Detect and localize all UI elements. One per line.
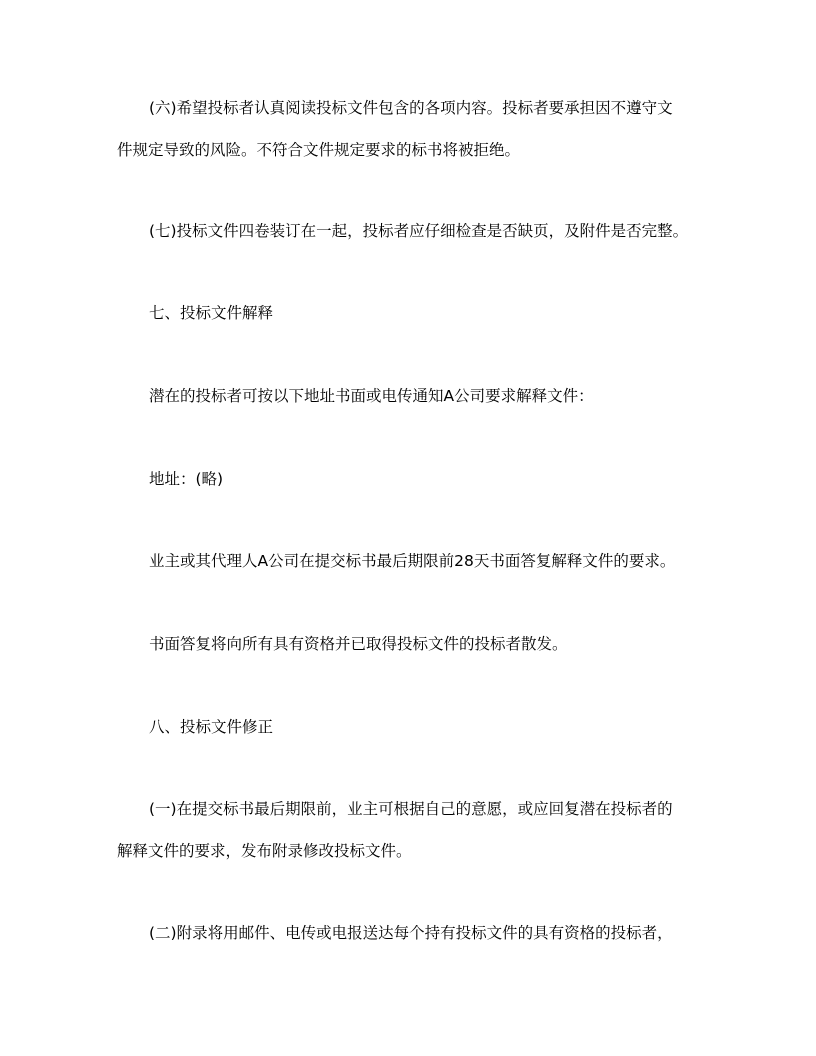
paragraph-6-line-2: 件规定导致的风险。不符合文件规定要求的标书将被拒绝。 <box>117 141 521 159</box>
section-8-heading: 八、投标文件修正 <box>149 718 274 736</box>
notify-paragraph: 潜在的投标者可按以下地址书面或电传通知A公司要求解释文件： <box>149 387 594 405</box>
distribute-paragraph: 书面答复将向所有具有资格并已取得投标文件的投标者散发。 <box>149 635 568 653</box>
paragraph-6-line-1: (六)希望投标者认真阅读投标文件包含的各项内容。投标者要承担因不遵守文 <box>149 99 673 117</box>
section-7-heading: 七、投标文件解释 <box>149 304 274 322</box>
paragraph-8-1-line-1: (一)在提交标书最后期限前，业主可根据自己的意愿，或应回复潜在投标者的 <box>149 800 673 818</box>
reply-paragraph: 业主或其代理人A公司在提交标书最后期限前28天书面答复解释文件的要求。 <box>149 552 676 570</box>
paragraph-7-line-1: (七)投标文件四卷装订在一起，投标者应仔细检查是否缺页，及附件是否完整。 <box>149 222 689 240</box>
paragraph-8-1-line-2: 解释文件的要求，发布附录修改投标文件。 <box>117 842 412 860</box>
address-paragraph: 地址：(略) <box>149 470 224 488</box>
paragraph-8-2-line-1: (二)附录将用邮件、电传或电报送达每个持有投标文件的具有资格的投标者， <box>149 924 673 942</box>
